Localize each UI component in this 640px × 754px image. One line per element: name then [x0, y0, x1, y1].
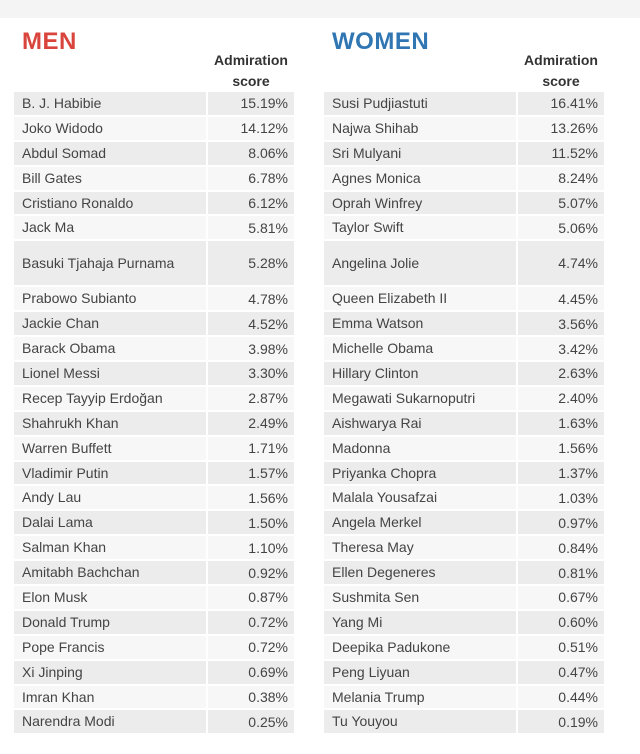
- row-score: 0.72%: [208, 636, 294, 659]
- table-row: [14, 661, 294, 684]
- table-row: [324, 686, 604, 709]
- table-row: [14, 287, 294, 310]
- men-rows: [14, 92, 294, 733]
- row-name: Jack Ma: [14, 216, 206, 239]
- table-row: [324, 241, 604, 285]
- row-name: Sri Mulyani: [324, 142, 516, 165]
- row-name: Recep Tayyip Erdoğan: [14, 387, 206, 410]
- row-score: 1.56%: [208, 486, 294, 509]
- table-row: [324, 636, 604, 659]
- table-row: [324, 661, 604, 684]
- row-name: Andy Lau: [14, 486, 206, 509]
- table-row: [14, 710, 294, 733]
- table-row: [324, 167, 604, 190]
- table-row: [14, 686, 294, 709]
- women-rows: [324, 92, 604, 733]
- row-name: Barack Obama: [14, 337, 206, 360]
- men-table: [14, 28, 294, 735]
- row-name: Pope Francis: [14, 636, 206, 659]
- row-score: 4.52%: [208, 312, 294, 335]
- row-name: Angelina Jolie: [324, 241, 516, 285]
- women-score-column-header: Admiration score: [524, 52, 598, 89]
- row-score: 2.40%: [518, 387, 604, 410]
- row-score: 0.84%: [518, 536, 604, 559]
- row-score: 0.44%: [518, 686, 604, 709]
- table-row: [324, 142, 604, 165]
- row-name: Theresa May: [324, 536, 516, 559]
- row-score: 5.28%: [208, 241, 294, 285]
- table-row: [14, 412, 294, 435]
- row-score: 0.38%: [208, 686, 294, 709]
- row-name: Melania Trump: [324, 686, 516, 709]
- row-score: 1.57%: [208, 462, 294, 485]
- table-row: [324, 387, 604, 410]
- table-row: [324, 192, 604, 215]
- row-name: Angela Merkel: [324, 511, 516, 534]
- row-name: Bill Gates: [14, 167, 206, 190]
- table-row: [14, 462, 294, 485]
- row-name: Taylor Swift: [324, 216, 516, 239]
- row-name: Tu Youyou: [324, 710, 516, 733]
- row-name: Priyanka Chopra: [324, 462, 516, 485]
- row-name: Malala Yousafzai: [324, 486, 516, 509]
- row-name: Shahrukh Khan: [14, 412, 206, 435]
- row-name: Michelle Obama: [324, 337, 516, 360]
- row-name: Queen Elizabeth II: [324, 287, 516, 310]
- row-name: Dalai Lama: [14, 511, 206, 534]
- row-score: 15.19%: [208, 92, 294, 115]
- row-name: Abdul Somad: [14, 142, 206, 165]
- row-score: 5.07%: [518, 192, 604, 215]
- women-table-header: [324, 28, 604, 92]
- row-score: 3.42%: [518, 337, 604, 360]
- table-row: [324, 586, 604, 609]
- row-score: 14.12%: [208, 117, 294, 140]
- table-row: [14, 337, 294, 360]
- row-name: Warren Buffett: [14, 437, 206, 460]
- row-score: 1.56%: [518, 437, 604, 460]
- row-name: Prabowo Subianto: [14, 287, 206, 310]
- row-score: 3.30%: [208, 362, 294, 385]
- table-row: [324, 536, 604, 559]
- table-row: [324, 362, 604, 385]
- row-score: 8.06%: [208, 142, 294, 165]
- table-row: [14, 586, 294, 609]
- table-row: [14, 192, 294, 215]
- row-name: Amitabh Bachchan: [14, 561, 206, 584]
- table-row: [324, 511, 604, 534]
- table-row: [14, 536, 294, 559]
- row-score: 0.92%: [208, 561, 294, 584]
- row-name: Sushmita Sen: [324, 586, 516, 609]
- row-name: Aishwarya Rai: [324, 412, 516, 435]
- row-score: 1.03%: [518, 486, 604, 509]
- table-row: [14, 167, 294, 190]
- row-score: 0.67%: [518, 586, 604, 609]
- row-name: Salman Khan: [14, 536, 206, 559]
- table-row: [324, 337, 604, 360]
- men-score-column-header: Admiration score: [214, 52, 288, 89]
- table-row: [14, 117, 294, 140]
- row-score: 13.26%: [518, 117, 604, 140]
- table-row: [14, 636, 294, 659]
- table-row: [324, 462, 604, 485]
- row-score: 3.56%: [518, 312, 604, 335]
- row-score: 0.19%: [518, 710, 604, 733]
- row-score: 1.71%: [208, 437, 294, 460]
- row-name: Ellen Degeneres: [324, 561, 516, 584]
- table-row: [324, 710, 604, 733]
- row-score: 2.87%: [208, 387, 294, 410]
- table-row: [14, 241, 294, 285]
- row-score: 8.24%: [518, 167, 604, 190]
- row-name: Xi Jinping: [14, 661, 206, 684]
- row-score: 1.10%: [208, 536, 294, 559]
- row-name: Madonna: [324, 437, 516, 460]
- table-row: [324, 92, 604, 115]
- row-score: 4.45%: [518, 287, 604, 310]
- row-score: 0.97%: [518, 511, 604, 534]
- row-score: 2.49%: [208, 412, 294, 435]
- row-name: Susi Pudjiastuti: [324, 92, 516, 115]
- row-name: Jackie Chan: [14, 312, 206, 335]
- row-score: 3.98%: [208, 337, 294, 360]
- row-score: 0.72%: [208, 611, 294, 634]
- row-score: 4.78%: [208, 287, 294, 310]
- row-score: 1.37%: [518, 462, 604, 485]
- row-score: 0.25%: [208, 710, 294, 733]
- top-band: [0, 0, 640, 18]
- row-name: Donald Trump: [14, 611, 206, 634]
- row-name: B. J. Habibie: [14, 92, 206, 115]
- table-row: [14, 92, 294, 115]
- table-row: [324, 611, 604, 634]
- table-row: [14, 511, 294, 534]
- row-score: 1.63%: [518, 412, 604, 435]
- row-score: 0.60%: [518, 611, 604, 634]
- table-row: [14, 387, 294, 410]
- row-score: 6.78%: [208, 167, 294, 190]
- table-row: [324, 412, 604, 435]
- row-name: Imran Khan: [14, 686, 206, 709]
- table-row: [14, 362, 294, 385]
- row-name: Megawati Sukarnoputri: [324, 387, 516, 410]
- row-name: Joko Widodo: [14, 117, 206, 140]
- row-score: 0.69%: [208, 661, 294, 684]
- row-name: Hillary Clinton: [324, 362, 516, 385]
- table-row: [324, 287, 604, 310]
- table-row: [14, 437, 294, 460]
- table-row: [14, 312, 294, 335]
- row-score: 2.63%: [518, 362, 604, 385]
- row-name: Basuki Tjahaja Purnama: [14, 241, 206, 285]
- table-row: [324, 216, 604, 239]
- row-score: 5.06%: [518, 216, 604, 239]
- row-score: 0.87%: [208, 586, 294, 609]
- row-score: 4.74%: [518, 241, 604, 285]
- table-row: [324, 486, 604, 509]
- row-name: Lionel Messi: [14, 362, 206, 385]
- women-table: [324, 28, 604, 735]
- men-table-header: [14, 28, 294, 92]
- row-score: 0.81%: [518, 561, 604, 584]
- row-name: Najwa Shihab: [324, 117, 516, 140]
- women-title: WOMEN: [332, 28, 430, 55]
- table-row: [324, 117, 604, 140]
- men-title: MEN: [22, 28, 77, 55]
- table-row: [14, 486, 294, 509]
- table-row: [14, 216, 294, 239]
- table-row: [14, 561, 294, 584]
- row-name: Oprah Winfrey: [324, 192, 516, 215]
- row-name: Vladimir Putin: [14, 462, 206, 485]
- row-name: Elon Musk: [14, 586, 206, 609]
- row-name: Peng Liyuan: [324, 661, 516, 684]
- row-score: 6.12%: [208, 192, 294, 215]
- row-name: Yang Mi: [324, 611, 516, 634]
- row-name: Agnes Monica: [324, 167, 516, 190]
- table-row: [14, 611, 294, 634]
- row-name: Emma Watson: [324, 312, 516, 335]
- table-row: [14, 142, 294, 165]
- table-row: [324, 561, 604, 584]
- row-score: 0.51%: [518, 636, 604, 659]
- row-score: 16.41%: [518, 92, 604, 115]
- row-score: 5.81%: [208, 216, 294, 239]
- row-score: 1.50%: [208, 511, 294, 534]
- row-score: 0.47%: [518, 661, 604, 684]
- row-name: Narendra Modi: [14, 710, 206, 733]
- row-score: 11.52%: [518, 142, 604, 165]
- table-row: [324, 437, 604, 460]
- row-name: Cristiano Ronaldo: [14, 192, 206, 215]
- table-row: [324, 312, 604, 335]
- row-name: Deepika Padukone: [324, 636, 516, 659]
